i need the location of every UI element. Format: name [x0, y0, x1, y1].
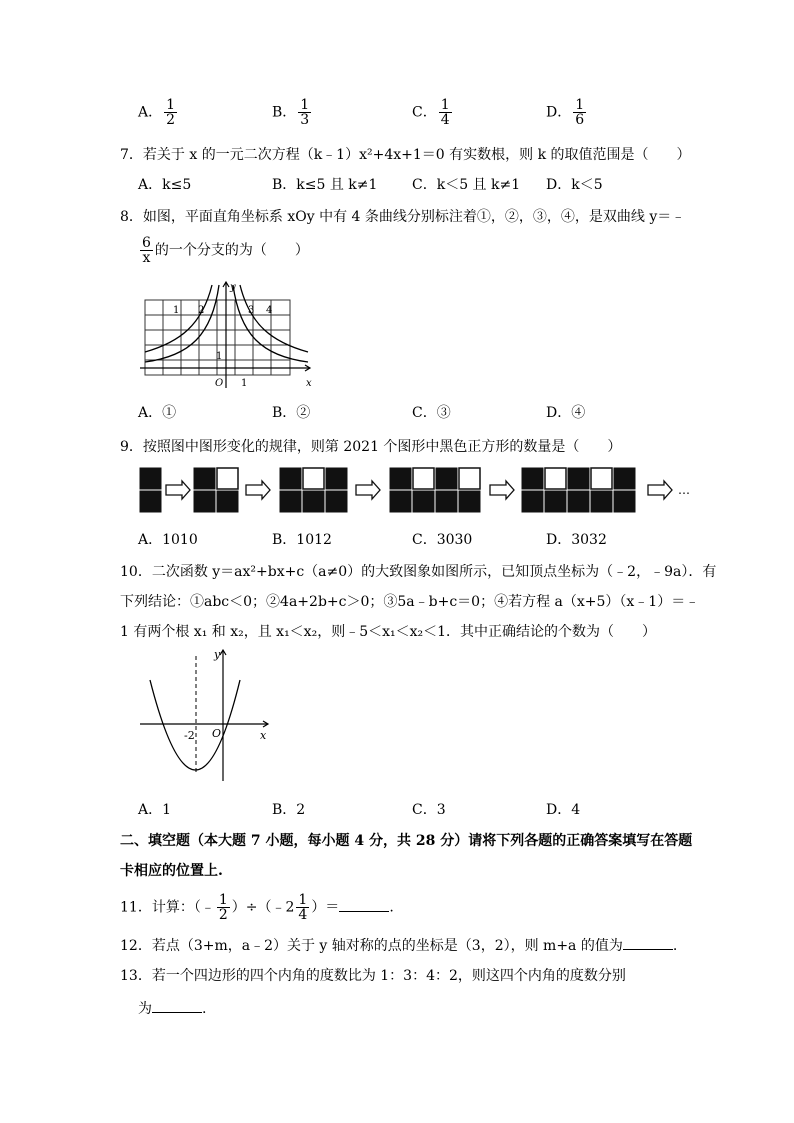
section-heading-line1: 二、填空题（本大题 7 小题，每小题 4 分，共 28 分）请将下列各题的正确答案填写在答题 — [120, 833, 693, 849]
ellipsis: … — [678, 483, 690, 497]
frac-den: 2 — [218, 907, 228, 923]
q11-stem — [120, 893, 394, 922]
fraction — [217, 893, 230, 922]
arrow-icon — [166, 481, 190, 499]
q7-option-c: C．k＜5 且 k≠1 — [412, 177, 521, 193]
parabola-curve — [150, 680, 240, 770]
q7-stem: 7．若关于 x 的一元二次方程（k﹣1）x²+4x+1＝0 有实数根，则 k 的取值范围是（ ） — [120, 147, 691, 163]
q7-option-b: B．k≤5 且 k≠1 — [272, 177, 378, 193]
x-unit-label: 1 — [241, 378, 248, 389]
q12-text: 12．若点（3+m，a﹣2）关于 y 轴对称的点的坐标是（3，2），则 m+a 的值为 — [120, 938, 623, 954]
q10-stem-line2: 下列结论：①abc＜0；②4a+2b+c＞0；③5a﹣b+c＝0；④若方程 a（x+5）（x﹣1）＝﹣ — [120, 594, 700, 610]
pattern-figure-1 — [140, 468, 161, 512]
q13-stem-line1: 13．若一个四边形的四个内角的度数比为 1：3：4：2，则这四个内角的度数分别 — [120, 968, 626, 984]
origin-label: O — [215, 378, 224, 389]
q11-mid: ）÷（﹣2 — [231, 899, 295, 916]
q11-prefix: 11．计算：（﹣ — [120, 899, 215, 916]
pattern-figure-2 — [194, 468, 238, 512]
q8-option-a: A．① — [138, 405, 177, 421]
fraction — [298, 98, 311, 127]
answer-blank[interactable] — [152, 998, 202, 1013]
q6-option-d — [546, 98, 588, 127]
frac-den: 3 — [300, 112, 310, 128]
answer-blank[interactable] — [339, 897, 389, 912]
arrow-icon — [490, 481, 514, 499]
curve-label-1: 1 — [173, 305, 180, 316]
q6-option-a — [138, 98, 179, 127]
frac-num: 6 — [142, 235, 151, 251]
section-heading-line2: 卡相应的位置上. — [120, 863, 223, 879]
neg-two-label: -2 — [184, 729, 195, 742]
q9-option-b: B．1012 — [272, 532, 332, 548]
y-axis-label: y — [214, 648, 221, 661]
q10-parabola-graph — [140, 646, 280, 786]
q8-stem-line2 — [138, 236, 309, 265]
curve-label-3: 3 — [248, 305, 255, 316]
q9-option-d: D．3032 — [546, 532, 607, 548]
q11-end: . — [389, 899, 394, 916]
axes — [140, 650, 268, 781]
curve-4 — [240, 285, 308, 352]
q9-option-c: C．3030 — [412, 532, 473, 548]
y-unit-label: 1 — [216, 351, 223, 362]
q13-prefix: 为 — [138, 1001, 152, 1017]
frac-num: 1 — [300, 97, 310, 113]
arrow-icon — [246, 481, 270, 499]
x-axis-label: x — [306, 378, 312, 389]
fraction — [296, 893, 309, 922]
q9-pattern-figure — [138, 466, 698, 516]
fraction — [140, 236, 153, 265]
pattern-figure-5 — [522, 468, 635, 512]
q10-stem-line3: 1 有两个根 x₁ 和 x₂，且 x₁＜x₂，则﹣5＜x₁＜x₂＜1．其中正确结论的个数为（ ） — [120, 624, 657, 640]
arrow-icon — [648, 481, 672, 499]
frac-num: 1 — [298, 892, 308, 908]
q12-stem — [120, 935, 677, 956]
pattern-figure-4 — [390, 468, 480, 512]
q10-option-d: D．4 — [546, 802, 581, 818]
q8-stem-line1: 8．如图，平面直角坐标系 xOy 中有 4 条曲线分别标注着①，②，③，④，是双曲线 y＝﹣ — [120, 209, 686, 225]
frac-num: 1 — [166, 97, 176, 113]
q7-option-a: A．k≤5 — [138, 177, 192, 193]
option-letter: A． — [138, 104, 163, 121]
axes — [140, 282, 310, 388]
q6-option-b — [272, 98, 313, 127]
q8-option-c: C．③ — [412, 405, 451, 421]
option-letter: B． — [272, 104, 297, 121]
q8-stem-tail: 的一个分支的为（ ） — [154, 242, 309, 259]
q6-option-c — [412, 98, 454, 127]
fraction — [439, 98, 452, 127]
origin-label: O — [212, 727, 222, 740]
q8-option-b: B．② — [272, 405, 311, 421]
y-axis-label: y — [230, 282, 236, 293]
option-letter: C． — [412, 104, 437, 121]
fraction — [164, 98, 177, 127]
frac-num: 1 — [575, 97, 585, 113]
x-axis-label: x — [260, 729, 267, 742]
q11-suffix: ）＝ — [311, 899, 340, 916]
curve-label-4: 4 — [266, 305, 273, 316]
fraction — [573, 98, 586, 127]
frac-den: 4 — [298, 907, 308, 923]
frac-den: 2 — [166, 112, 176, 128]
frac-den: 6 — [575, 112, 585, 128]
q10-option-a: A．1 — [138, 802, 172, 818]
frac-den: x — [142, 250, 151, 266]
q12-end: . — [672, 938, 678, 954]
option-letter: D． — [546, 104, 572, 121]
curve-label-2: 2 — [198, 305, 205, 316]
q10-stem-line1: 10．二次函数 y＝ax²+bx+c（a≠0）的大致图象如图所示，已知顶点坐标为（﹣2，﹣9a）．有 — [120, 564, 717, 580]
q9-stem: 9．按照图中图形变化的规律，则第 2021 个图形中黑色正方形的数量是（ ） — [120, 439, 622, 455]
q10-option-c: C．3 — [412, 802, 446, 818]
q8-option-d: D．④ — [546, 405, 586, 421]
q13-stem-line2 — [138, 998, 206, 1019]
q9-option-a: A．1010 — [138, 532, 198, 548]
q13-end: . — [202, 1001, 207, 1017]
arrow-icon — [356, 481, 380, 499]
answer-blank[interactable] — [623, 935, 673, 950]
curve-1 — [145, 285, 212, 352]
q7-option-d: D．k＜5 — [546, 177, 603, 193]
frac-num: 1 — [218, 892, 228, 908]
frac-den: 4 — [440, 112, 450, 128]
q10-option-b: B．2 — [272, 802, 306, 818]
pattern-figure-3 — [280, 468, 347, 512]
frac-num: 1 — [440, 97, 450, 113]
q8-hyperbola-graph — [140, 280, 320, 390]
